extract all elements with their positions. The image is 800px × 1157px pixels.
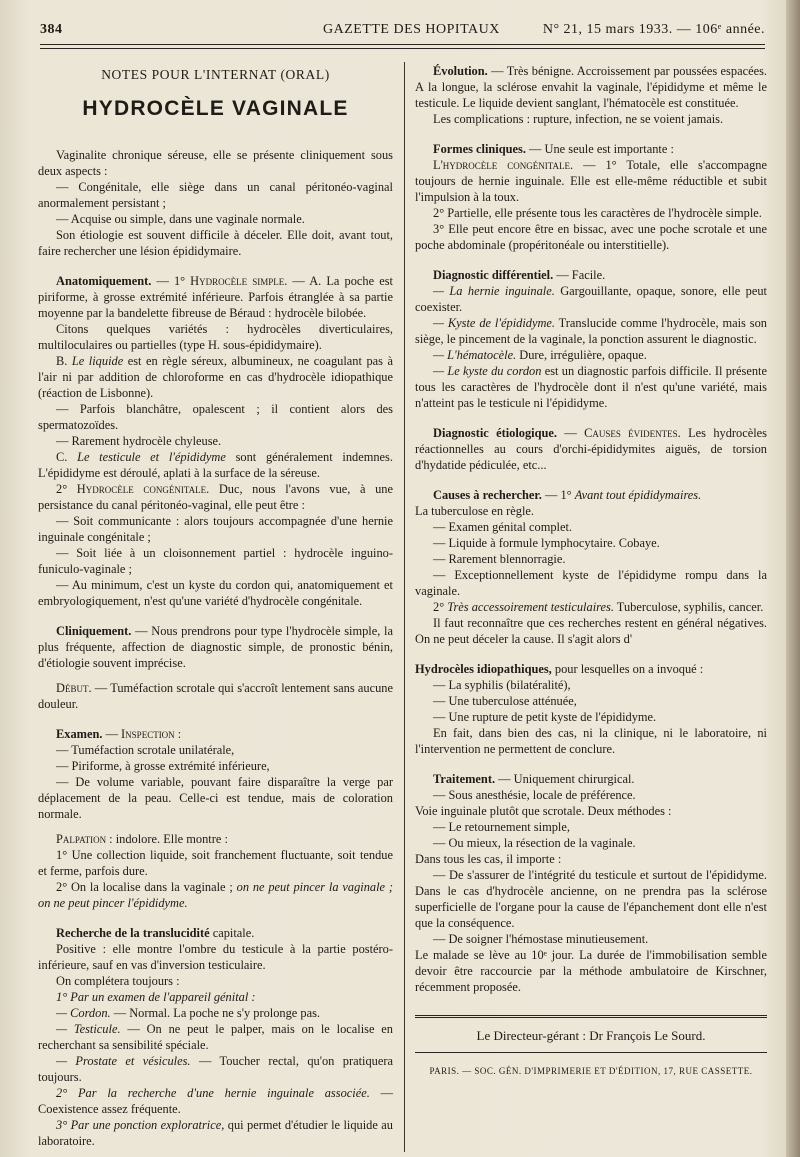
text: 2° On la localise dans la vaginale ;: [56, 880, 237, 894]
text: — La hernie inguinale.: [433, 284, 555, 298]
heading-translucidite: Recherche de la translucidité: [56, 926, 210, 940]
evolution-para: [415, 63, 767, 111]
left-column: [38, 63, 393, 1149]
exam-para: — De volume variable, pouvant faire disparaître la verge par déplacement de la peau. Celle-ci est tendue, mais de coloration normale.: [38, 775, 393, 821]
heading-traitement: Traitement.: [433, 772, 496, 786]
idio-para: — La syphilis (bilatéralité),: [433, 678, 571, 692]
text: Très accessoirement testiculaires.: [447, 600, 614, 614]
text: — Prostate et vésicules.: [56, 1054, 191, 1068]
text: — Le kyste du cordon: [433, 364, 542, 378]
text: on ne peut pincer la vaginale ; on ne peut pincer l'épididyme.: [38, 880, 393, 910]
text: — Normal. La poche ne s'y prolonge pas.: [110, 1006, 321, 1020]
intro-para: — Congénitale, elle siège dans un canal péritonéo-vaginal anormalement persistant ;: [38, 180, 393, 210]
intro-para: Son étiologie est souvent difficile à déceler. Elle doit, avant tout, faire rechercher une lésion épididymaire.: [38, 228, 393, 258]
traitement-para: — De s'assurer de l'intégrité du testicule et surtout de l'épididyme. Dans le cas d'hydrocèle ancienne, on ne prendra pas la sclérose superficielle de l'organe pour la cause de l'épanchement dont elle n'est que la conséquence.: [415, 868, 767, 930]
text: : indolore. Elle montre :: [106, 832, 228, 846]
causes-para: Il faut reconnaître que ces recherches restent en général négatives. On ne peut déceler la cause. Il s'agit alors d': [415, 616, 767, 646]
text: Tuberculose, syphilis, cancer.: [613, 600, 764, 614]
text: sont généralement indemnes. L'épididyme est déroulé, aplati à la surface de la séreuse.: [38, 450, 393, 480]
diag-para: [415, 315, 767, 347]
intro-para: Vaginalite chronique séreuse, elle se présente cliniquement sous deux aspects :: [38, 148, 393, 178]
idio-para: — Une tuberculose atténuée,: [433, 694, 577, 708]
causes-para: [415, 599, 767, 615]
text: est en règle séreux, albumineux, ne coagulant pas à l'air ni par addition de chloroforme en cas d'hydrocèle idiopathique (réaction de Lisbonne).: [38, 354, 393, 400]
diag-para: [415, 267, 767, 283]
text: — Nous prendrons pour type l'hydrocèle simple, la plus fréquente, affection de diagnostic simple, de pronostic bénin, d'étiologie souvent imprécise.: [38, 624, 393, 670]
causes-para: [415, 487, 767, 503]
subhead: 1° Hydrocèle simple.: [173, 274, 288, 288]
transl-para: [38, 1021, 393, 1053]
intro-para: — Acquise ou simple, dans une vaginale normale.: [56, 212, 305, 226]
exam-para: — Piriforme, à grosse extrémité inférieure,: [56, 759, 270, 773]
running-header: [40, 22, 765, 42]
transl-para: [38, 1005, 393, 1021]
transl-para: [38, 925, 393, 941]
signature-box: [415, 1015, 767, 1053]
journal-title: GAZETTE DES HOPITAUX: [323, 22, 500, 37]
heading-anatomiquement: Anatomiquement.: [56, 274, 152, 288]
text: B.: [56, 354, 72, 368]
page-edge: [786, 0, 800, 1157]
heading-causes: Causes à rechercher.: [433, 488, 542, 502]
text: Avant tout épididymaires.: [574, 488, 702, 502]
text: 1° Par un examen de l'appareil génital :: [56, 990, 256, 1004]
text: Le liquide: [71, 354, 124, 368]
clinical-para: [38, 623, 393, 671]
text: Dure, irrégulière, opaque.: [516, 348, 647, 362]
causes-para: — Liquide à formule lymphocytaire. Cobaye.: [433, 536, 660, 550]
text: — 1°: [541, 488, 575, 502]
subhead: Début.: [56, 681, 92, 695]
article-title: HYDROCÈLE VAGINALE: [82, 97, 349, 120]
text: Translucide comme l'hydrocèle, mais son siège, le pincement de la vaginale, la ponction assurent le diagnostic.: [415, 316, 767, 346]
anatomy-para: — Soit communicante : alors toujours accompagnée d'une hernie inguinale congénitale ;: [38, 514, 393, 544]
transl-para: [38, 1085, 393, 1117]
traitement-para: — De soigner l'hémostase minutieusement.: [433, 932, 649, 946]
transl-para: On complétera toujours :: [56, 974, 180, 988]
anatomy-para: — Au minimum, c'est un kyste du cordon qui, anatomiquement et embryologiquement, n'est qu'une variété d'hydrocèle congénitale.: [38, 578, 393, 608]
heading-evolution: Évolution.: [433, 64, 488, 78]
text: — A. La poche est piriforme, à grosse extrémité inférieure. Parfois étranglée à sa partie moyenne par la bandelette fibreuse de Béraud : hydrocèle bilobée.: [38, 274, 393, 320]
traitement-para: [415, 771, 767, 787]
transl-para: [38, 989, 393, 1005]
column-divider: [404, 62, 405, 1152]
subhead: Palpation: [56, 832, 107, 846]
text: 3° Par une ponction exploratrice,: [56, 1118, 225, 1132]
header-rule: [40, 44, 765, 45]
anatomy-para: — Rarement hydrocèle chyleuse.: [56, 434, 222, 448]
causes-para: — Examen génital complet.: [433, 520, 573, 534]
text: — Uniquement chirurgical.: [495, 772, 635, 786]
causes-para: — Exceptionnellement kyste de l'épididyme rompu dans la vaginale.: [415, 568, 767, 598]
formes-para: 2° Partielle, elle présente tous les caractères de l'hydrocèle simple.: [433, 206, 762, 220]
exam-para: — Tuméfaction scrotale unilatérale,: [56, 743, 235, 757]
text: — Toucher rectal, qu'on pratiquera toujours.: [38, 1054, 393, 1084]
subhead: 2° Hydrocèle congénitale.: [56, 482, 210, 496]
heading-examen: Examen.: [56, 727, 103, 741]
text: — Une seule est importante :: [525, 142, 674, 156]
text: 2° Par la recherche d'une hernie inguinale associée.: [56, 1086, 370, 1100]
text: — 1° Totale, elle s'accompagne toujours de hernie inguinale. Elle est elle-même réductible et subit l'impulsion à la toux.: [415, 158, 767, 204]
transl-para: [38, 1117, 393, 1149]
formes-para: [415, 157, 767, 205]
text: — Testicule.: [56, 1022, 121, 1036]
traitement-para: Voie inguinale plutôt que scrotale. Deux méthodes :: [415, 804, 672, 818]
page-number: 384: [40, 22, 63, 37]
anatomy-para: — Soit liée à un cloisonnement partiel : hydrocèle inguino-funiculo-vaginale ;: [38, 546, 393, 576]
text: — L'hématocèle.: [433, 348, 517, 362]
idio-para: — Une rupture de petit kyste de l'épididyme.: [433, 710, 657, 724]
section-kicker: NOTES POUR L'INTERNAT (ORAL): [101, 67, 330, 82]
traitement-para: — Le retournement simple,: [433, 820, 570, 834]
anatomy-para: [38, 449, 393, 481]
printer-imprint: PARIS. — SOC. GÉN. D'IMPRIMERIE ET D'ÉDITION, 17, RUE CASSETTE.: [429, 1066, 753, 1076]
evolution-para: Les complications : rupture, infection, ne se voient jamais.: [433, 112, 724, 126]
heading-idiopathiques: Hydrocèles idiopathiques,: [415, 662, 552, 676]
director-signature: Le Directeur-gérant : Dr François Le Sourd.: [415, 1018, 767, 1053]
traitement-para: Dans tous les cas, il importe :: [415, 852, 562, 866]
heading-formes: Formes cliniques.: [433, 142, 526, 156]
text: capitale.: [209, 926, 255, 940]
header-rule-2: [40, 48, 765, 49]
causes-para: — Rarement blennorragie.: [433, 552, 566, 566]
heading-cliniquement: Cliniquement.: [56, 624, 132, 638]
text: — Facile.: [553, 268, 606, 282]
causes-para: La tuberculose en règle.: [415, 504, 535, 518]
exam-para: [38, 726, 393, 742]
anatomy-para: Citons quelques variétés : hydrocèles diverticulaires, multiloculaires ou partielles (type H. sous-épididymaire).: [38, 322, 393, 352]
exam-para: [38, 879, 393, 911]
heading-diagnostic: Diagnostic différentiel.: [433, 268, 554, 282]
anatomy-para: Anatomiquement. — 1° Hydrocèle simple. — A. La poche est piriforme, à grosse extrémité inférieure. Parfois étranglée à sa partie moyenne par la bandelette fibreuse de Béraud : hydrocèle bilobée.: [38, 274, 393, 320]
anatomy-para: [38, 353, 393, 401]
idio-para: [415, 661, 767, 677]
subhead: L'hydrocèle congénitale.: [433, 158, 574, 172]
diag-para: [415, 347, 767, 363]
text: — Cordon.: [56, 1006, 111, 1020]
text: Les hydrocèles réactionnelles au cours d'orchi-épididymites aiguës, de torsion d'hydatide pédiculée, etc...: [415, 426, 767, 472]
text: — Tuméfaction scrotale qui s'accroît lentement sans aucune douleur.: [38, 681, 393, 711]
transl-para: Positive : elle montre l'ombre du testicule à la partie postéro-inférieure, sauf en vas d'inversion testiculaire.: [38, 942, 393, 972]
text: qui permet d'étudier le liquide au laboratoire.: [38, 1118, 393, 1148]
exam-para: [38, 831, 393, 847]
right-column: [415, 63, 767, 1079]
text: — Coexistence assez fréquente.: [38, 1086, 393, 1116]
traitement-para: — Ou mieux, la résection de la vaginale.: [433, 836, 636, 850]
clinical-para: [38, 680, 393, 712]
text: pour lesquelles on a invoqué :: [551, 662, 704, 676]
traitement-para: Le malade se lève au 10ᵉ jour. La durée de l'immobilisation semble devoir être raccourcie par la méthode ambulatoire de Kirschner, récemment proposée.: [415, 948, 767, 994]
subhead: — Causes évidentes.: [557, 426, 681, 440]
etio-para: [415, 425, 767, 473]
text: C.: [56, 450, 78, 464]
formes-para: 3° Elle peut encore être en bissac, avec une poche scrotale et une poche abdominale (propéritonéale ou interstitielle).: [415, 222, 767, 252]
idio-para: En fait, dans bien des cas, ni la clinique, ni le laboratoire, ni l'intervention ne permettent de conclure.: [415, 726, 767, 756]
text: 2°: [433, 600, 448, 614]
exam-para: 1° Une collection liquide, soit franchement fluctuante, soit tendue et ferme, parfois dure.: [38, 848, 393, 878]
issue-info: N° 21, 15 mars 1933. — 106ᵉ année.: [542, 22, 765, 37]
text: est un diagnostic parfois difficile. Il présente tous les caractères de l'hydrocèle dont il n'est qu'une variété, mais n'atteint pas le testicule ni l'épididyme.: [415, 364, 767, 410]
text: Gargouillante, opaque, sonore, elle peut coexister.: [415, 284, 767, 314]
traitement-para: — Sous anesthésie, locale de préférence.: [433, 788, 636, 802]
heading-etiologique: Diagnostic étiologique.: [433, 426, 558, 440]
text: — Très bénigne. Accroissement par poussées espacées. A la longue, la sclérose envahit la vaginale, l'épididyme et même le testicule. Le liquide devient sanglant, l'hématocèle est constituée.: [415, 64, 767, 110]
transl-para: [38, 1053, 393, 1085]
anatomy-para: — Parfois blanchâtre, opalescent ; il contient alors des spermatozoïdes.: [38, 402, 393, 432]
text: Duc, nous l'avons vue, à une persistance du canal péritonéo-vaginal, elle peut être :: [38, 482, 394, 512]
text: Le testicule et l'épididyme: [77, 450, 226, 464]
formes-para: [415, 141, 767, 157]
anatomy-para: [38, 481, 393, 513]
diag-para: [415, 283, 767, 315]
text: — On ne peut le palper, mais on le localise en recherchant sa sensibilité spéciale.: [38, 1022, 393, 1052]
subhead: — Inspection :: [102, 727, 182, 741]
diag-para: [415, 363, 767, 411]
text: — Kyste de l'épididyme.: [433, 316, 556, 330]
